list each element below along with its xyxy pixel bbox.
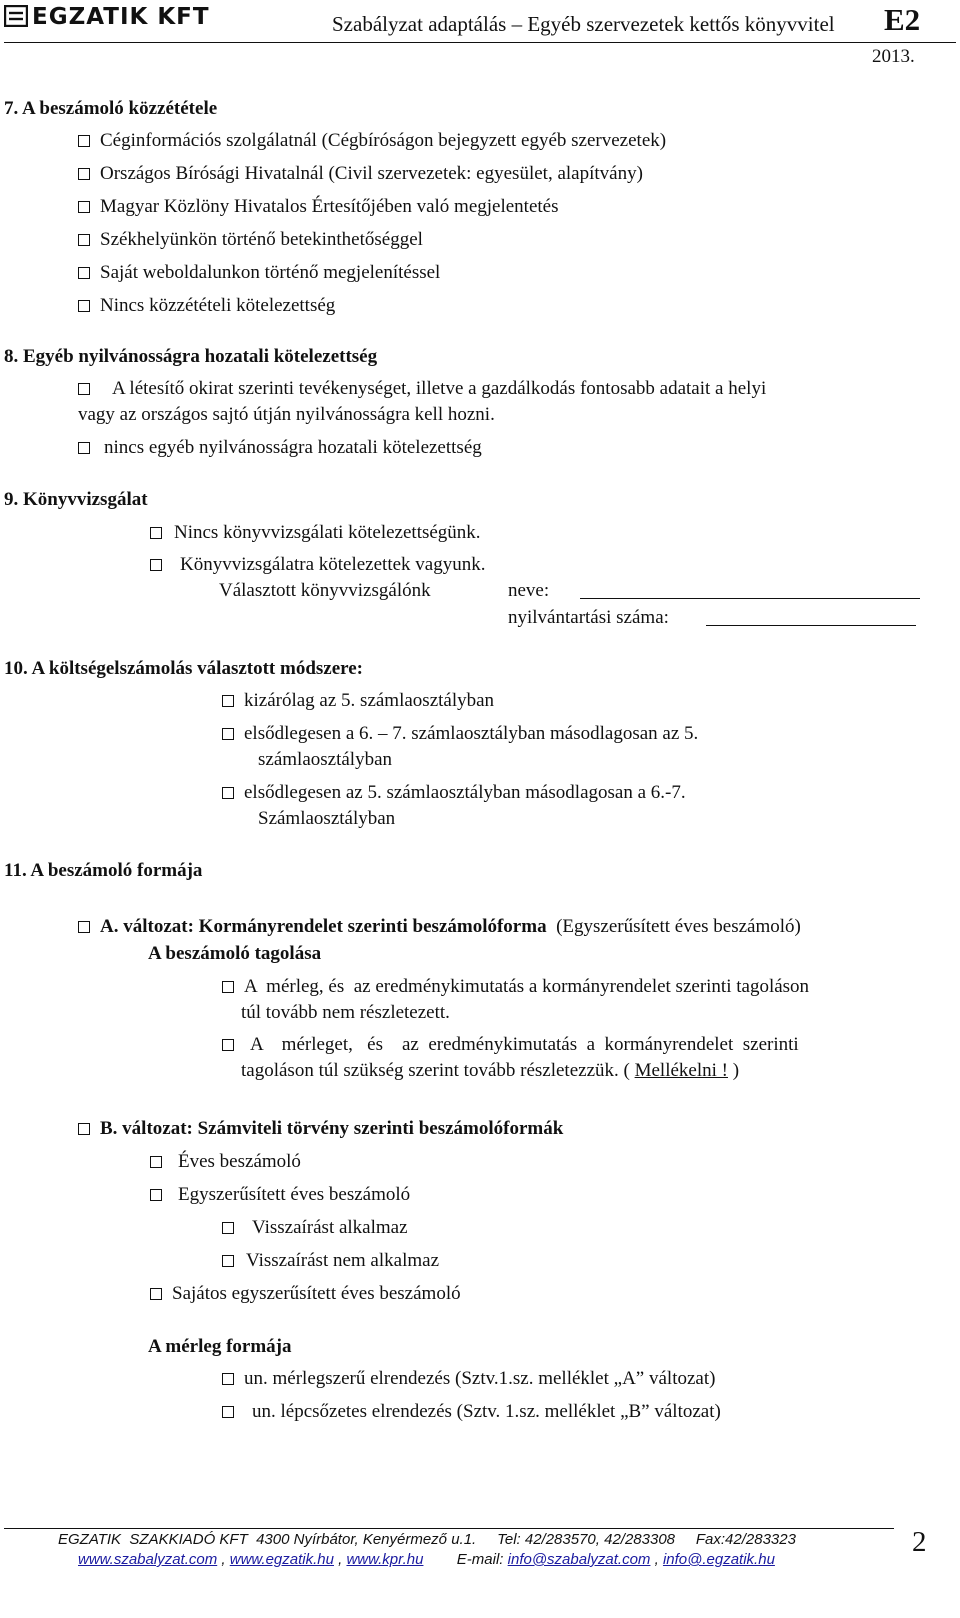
auditor-name-label: neve: [508, 580, 550, 601]
s8-option-2[interactable]: nincs egyéb nyilvánosságra hozatali kötelezettség [78, 437, 482, 459]
header-rule [4, 42, 956, 43]
checkbox[interactable] [78, 1123, 90, 1135]
s9-option-1[interactable]: Nincs könyvvizsgálati kötelezettségünk. [150, 522, 481, 544]
footer-address: 4300 Nyírbátor, Kenyérmező u.1. [256, 1531, 477, 1548]
s8-option-1-continued: vagy az országos sajtó útján nyilvánosságra kell hozni. [78, 404, 495, 425]
footer-line-2: www.szabalyzat.com , www.egzatik.hu , www.kpr.hu E-mail: info@szabalyzat.com , info@.egzatik.hu [78, 1551, 775, 1568]
footer-email-2[interactable]: info@.egzatik.hu [662, 1551, 775, 1568]
variant-b[interactable]: B. változat: Számviteli törvény szerinti beszámolóformák [78, 1118, 563, 1140]
s10-option-2[interactable]: elsődlegesen a 6. – 7. számlaosztályban másodlagosan az 5. [222, 723, 698, 745]
header-title: Szabályzat adaptálás – Egyéb szervezetek kettős könyvvitel [332, 12, 835, 36]
checkbox[interactable] [222, 1222, 234, 1234]
variant-b-option-2[interactable]: Egyszerűsített éves beszámoló [150, 1184, 410, 1206]
s7-option-5[interactable]: Saját weboldalunkon történő megjelenítéssel [78, 262, 440, 284]
page-number: 2 [912, 1526, 927, 1558]
variant-b-suboption-2[interactable]: Visszaírást nem alkalmaz [222, 1250, 439, 1272]
auditor-name-field[interactable] [580, 580, 920, 599]
company-logo [4, 4, 210, 30]
footer-rule [4, 1528, 894, 1529]
checkbox[interactable] [222, 1255, 234, 1267]
checkbox[interactable] [222, 1406, 234, 1418]
section-11-heading: 11. A beszámoló formája [4, 860, 203, 881]
checkbox[interactable] [222, 728, 234, 740]
checkbox[interactable] [150, 527, 162, 539]
footer-company: EGZATIK SZAKKIADÓ KFT [58, 1531, 248, 1548]
checkbox[interactable] [222, 787, 234, 799]
header-year: 2013. [872, 46, 915, 67]
checkbox[interactable] [150, 1156, 162, 1168]
s7-option-6[interactable]: Nincs közzétételi kötelezettség [78, 295, 335, 317]
checkbox[interactable] [150, 559, 162, 571]
checkbox[interactable] [222, 1039, 234, 1051]
variant-b-option-3[interactable]: Sajátos egyszerűsített éves beszámoló [150, 1283, 461, 1305]
variant-a-option-2[interactable]: A mérleget, és az eredménykimutatás a kormányrendelet szerinti [222, 1034, 799, 1056]
section-10-heading: 10. A költségelszámolás választott módszere: [4, 658, 364, 679]
checkbox[interactable] [78, 442, 90, 454]
checkbox[interactable] [150, 1288, 162, 1300]
checkbox[interactable] [78, 267, 90, 279]
footer-link-szabalyzat[interactable]: www.szabalyzat.com [78, 1551, 218, 1568]
s9-option-2[interactable]: Könyvvizsgálatra kötelezettek vagyunk. [150, 554, 485, 576]
checkbox[interactable] [78, 201, 90, 213]
balance-sheet-option-2[interactable]: un. lépcsőzetes elrendezés (Sztv. 1.sz. melléklet „B” változat) [222, 1401, 721, 1423]
attach-note: Mellékelni ! [634, 1060, 728, 1081]
s7-option-1[interactable]: Céginformációs szolgálatnál (Cégbíróságon bejegyzett egyéb szervezetek) [78, 130, 666, 152]
s10-option-2-continued: számlaosztályban [258, 749, 393, 770]
s10-option-1[interactable]: kizárólag az 5. számlaosztályban [222, 690, 494, 712]
checkbox[interactable] [222, 1373, 234, 1385]
variant-b-option-1[interactable]: Éves beszámoló [150, 1151, 301, 1173]
variant-b-suboption-1[interactable]: Visszaírást alkalmaz [222, 1217, 408, 1239]
auditor-reg-field[interactable] [706, 607, 916, 626]
logo-icon [4, 5, 28, 27]
section-9-heading: 9. Könyvvizsgálat [4, 489, 148, 510]
footer-line-1 [58, 1531, 796, 1548]
footer-email-1[interactable]: info@szabalyzat.com [507, 1551, 651, 1568]
checkbox[interactable] [150, 1189, 162, 1201]
footer-tel: Tel: 42/283570, 42/283308 [497, 1531, 676, 1548]
checkbox[interactable] [78, 135, 90, 147]
balance-sheet-form-heading: A mérleg formája [148, 1336, 292, 1357]
footer-link-egzatik[interactable]: www.egzatik.hu [229, 1551, 334, 1568]
header-code: E2 [884, 2, 921, 37]
variant-a-option-2-continued: tagoláson túl szükség szerint tovább részletezzük. ( Mellékelni ! ) [241, 1060, 740, 1081]
checkbox[interactable] [222, 981, 234, 993]
s10-option-3-continued: Számlaosztályban [258, 808, 396, 829]
footer-fax: Fax:42/283323 [695, 1531, 796, 1548]
checkbox[interactable] [222, 695, 234, 707]
logo-text: EGZATIK KFT [32, 4, 210, 30]
variant-a-subheading: A beszámoló tagolása [148, 943, 322, 964]
section-8-heading: 8. Egyéb nyilvánosságra hozatali kötelezettség [4, 346, 378, 367]
s7-option-3[interactable]: Magyar Közlöny Hivatalos Értesítőjében való megjelentetés [78, 196, 559, 218]
section-7-heading: 7. A beszámoló közzététele [4, 98, 218, 119]
checkbox[interactable] [78, 234, 90, 246]
checkbox[interactable] [78, 168, 90, 180]
auditor-reg-label: nyilvántartási száma: [508, 607, 669, 628]
checkbox[interactable] [78, 300, 90, 312]
variant-a[interactable]: A. változat: Kormányrendelet szerinti beszámolóforma (Egyszerűsített éves beszámoló) [78, 916, 801, 938]
chosen-auditor-label: Választott könyvvizsgálónk [219, 580, 431, 601]
s7-option-4[interactable]: Székhelyünkön történő betekinthetőséggel [78, 229, 423, 251]
footer-link-kpr[interactable]: www.kpr.hu [346, 1551, 424, 1568]
variant-a-option-1-continued: túl tovább nem részletezett. [241, 1002, 450, 1023]
footer-email-label: E-mail: [456, 1551, 504, 1568]
s8-option-1[interactable]: A létesítő okirat szerinti tevékenységet, illetve a gazdálkodás fontosabb adatait a helyi [78, 378, 766, 400]
checkbox[interactable] [78, 921, 90, 933]
checkbox[interactable] [78, 383, 90, 395]
s10-option-3[interactable]: elsődlegesen az 5. számlaosztályban másodlagosan a 6.-7. [222, 782, 686, 804]
balance-sheet-option-1[interactable]: un. mérlegszerű elrendezés (Sztv.1.sz. melléklet „A” változat) [222, 1368, 715, 1390]
variant-a-option-1[interactable]: A mérleg, és az eredménykimutatás a kormányrendelet szerinti tagoláson [222, 976, 809, 998]
s7-option-2[interactable]: Országos Bírósági Hivatalnál (Civil szervezetek: egyesület, alapítvány) [78, 163, 643, 185]
